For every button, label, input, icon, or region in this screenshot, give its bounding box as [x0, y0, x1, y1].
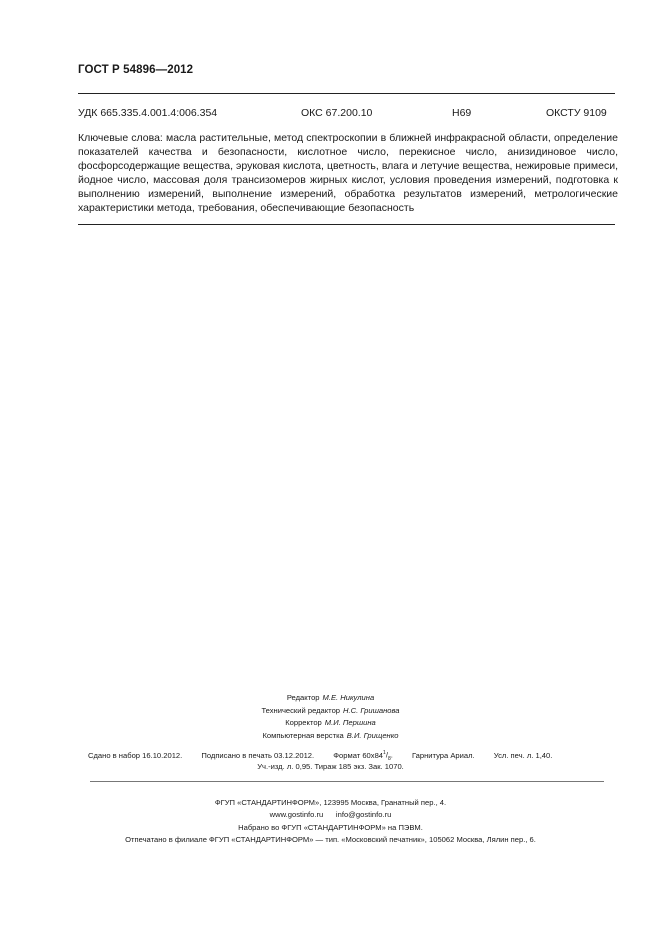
credit-corrector: Корректор М.И. Першина — [285, 718, 376, 727]
publication-row-2: Уч.-изд. л. 0,95. Тираж 185 экз. Зак. 1070. — [257, 762, 404, 771]
format-info: Формат $60х84^1/_8$. — [333, 750, 393, 763]
website-link[interactable]: www.gostinfo.ru — [269, 810, 324, 820]
credit-tech-editor: Технический редактор Н.С. Гришанова — [261, 705, 400, 715]
keywords-divider — [78, 224, 615, 225]
publication-row — [88, 750, 628, 762]
document-code: ГОСТ Р 54896—2012 — [78, 64, 194, 76]
imprint-printed: Отпечатано в филиале ФГУП «СТАНДАРТИНФОРМ» — тип. «Московский печатник», 105062 Москва, Лялин пер., 6. — [125, 835, 536, 845]
credit-editor: Редактор М.Е. Никулина — [286, 693, 375, 702]
credit-layout: Компьютерная верстка В.И. Грищенко — [262, 730, 399, 740]
sheets-info: Усл. печ. л. 1,40. — [493, 750, 553, 760]
group-code: Н69 — [452, 107, 472, 119]
credits-block — [0, 692, 661, 742]
okstu-code: ОКСТУ 9109 — [546, 107, 607, 119]
typeface-info: Гарнитура Ариал. — [411, 750, 475, 760]
submitted-date: Сдано в набор 16.10.2012. — [88, 750, 183, 760]
classification-row — [78, 107, 615, 121]
imprint-contacts — [0, 809, 661, 821]
top-divider — [78, 93, 615, 94]
imprint-divider — [90, 781, 604, 782]
email-link[interactable]: info@gostinfo.ru — [335, 810, 392, 820]
imprint-typeset: Набрано во ФГУП «СТАНДАРТИНФОРМ» на ПЭВМ. — [238, 822, 423, 832]
udk-code: УДК 665.335.4.001.4:006.354 — [78, 107, 218, 119]
signed-date: Подписано в печать 03.12.2012. — [201, 750, 315, 760]
oks-code: ОКС 67.200.10 — [301, 107, 373, 119]
imprint-address: ФГУП «СТАНДАРТИНФОРМ», 123995 Москва, Гранатный пер., 4. — [214, 798, 447, 807]
keywords-paragraph: Ключевые слова: масла растительные, метод спектроскопии в ближней инфракрасной области, определение показателей качества и безопасности, кислотное число, перекисное число, анизидиновое число, фосфорсодержащие вещества, эруковая кислота, цветность, влага и летучие вещества, нежировые примеси, йодное число, массовая доля трансизомеров жирных кислот, условия проведения измерений, подготовка к выполнению измерений, выполнение измерений, обработка результатов измерений, метрологические характеристики метода, требования, обеспечивающие безопасность — [78, 132, 618, 215]
imprint-block — [0, 797, 661, 847]
